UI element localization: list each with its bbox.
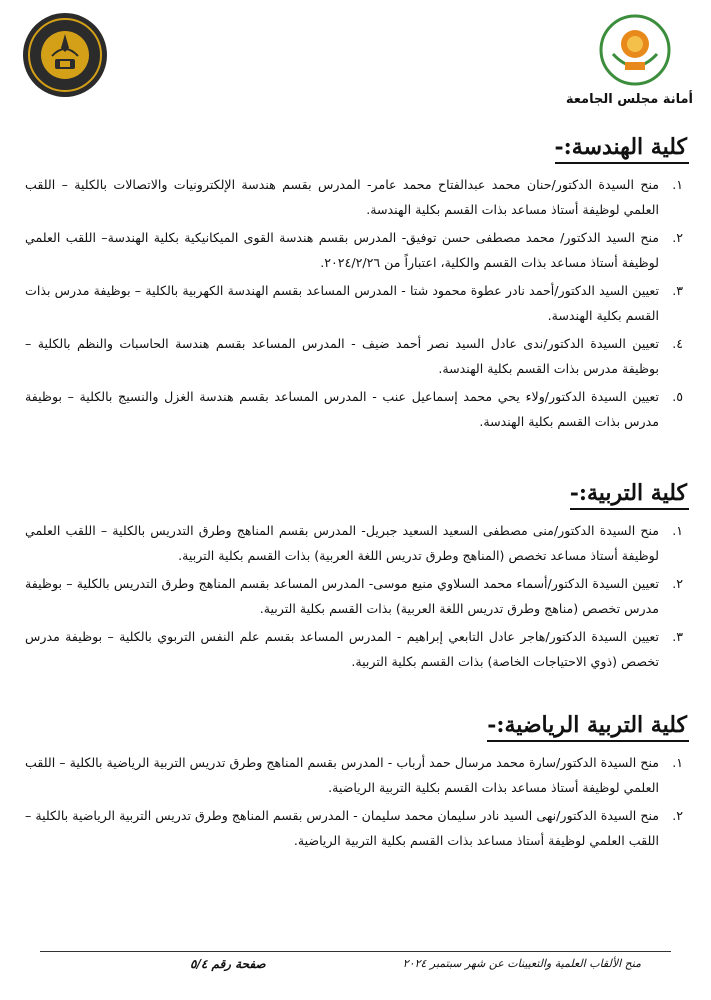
list-item xyxy=(21,803,689,853)
item-number: ٥. xyxy=(672,389,683,404)
item-text: منح السيد الدكتور/ محمد مصطفى حسن توفيق- المدرس بقسم هندسة القوى الميكانيكية بكلية الهندسة– اللقب العلمي لوظيفة أستاذ مساعد بذات القسم والكلية، اعتباراً من ٢٠٢٤/٢/٢٦. xyxy=(25,230,659,270)
list-item xyxy=(21,571,689,621)
item-number: ١. xyxy=(672,177,683,192)
footer xyxy=(40,955,671,977)
list-item xyxy=(21,225,689,275)
item-list xyxy=(21,172,689,434)
item-text: منح السيدة الدكتور/سارة محمد مرسال حمد أرباب - المدرس بقسم المناهج وطرق تدريس التربية الرياضية بالكلية – اللقب العلمي لوظيفة أستاذ مساعد بذات القسم بكلية التربية الرياضية. xyxy=(25,755,659,795)
university-emblem-icon xyxy=(599,14,671,86)
list-item xyxy=(21,750,689,800)
item-number: ١. xyxy=(672,523,683,538)
item-text: منح السيدة الدكتور/نهى السيد نادر سليمان محمد سليمان - المدرس بقسم المناهج وطرق تدريس التربية الرياضية بالكلية – اللقب العلمي لوظيفة أستاذ مساعد بذات القسم بكلية التربية الرياضية. xyxy=(25,808,659,848)
list-item xyxy=(21,384,689,434)
item-list xyxy=(21,518,689,674)
section-education xyxy=(21,478,689,677)
section-title: كلية التربية الرياضية:- xyxy=(487,710,689,742)
item-text: تعيين السيدة الدكتور/ندى عادل السيد نصر أحمد ضيف - المدرس المساعد بقسم هندسة الحاسبات والنظم بالكلية – بوظيفة مدرس بذات القسم بكلية الهندسة. xyxy=(25,336,659,376)
item-text: تعيين السيدة الدكتور/هاجر عادل التابعي إبراهيم - المدرس المساعد بقسم علم النفس التربوي بالكلية – بوظيفة مدرس تخصص (ذوي الاحتياجات الخاصة) بذات القسم بكلية التربية. xyxy=(25,629,659,669)
council-secretariat-label: أمانة مجلس الجامعة xyxy=(565,92,693,107)
item-number: ٢. xyxy=(672,576,683,591)
anniversary-seal-icon xyxy=(22,12,108,98)
list-item xyxy=(21,518,689,568)
item-text: تعيين السيدة الدكتور/أسماء محمد السلاوي منيع موسى- المدرس المساعد بقسم المناهج وطرق التدريس بالكلية – بوظيفة مدرس تخصص (مناهج وطرق تدريس اللغة العربية) بذات القسم بكلية التربية. xyxy=(25,576,659,616)
section-engineering xyxy=(21,132,689,437)
item-text: تعيين السيدة الدكتور/ولاء يحي محمد إسماعيل عنب - المدرس المساعد بقسم هندسة الغزل والنسيج بالكلية – بوظيفة مدرس بذات القسم بكلية الهندسة. xyxy=(25,389,659,429)
item-number: ٢. xyxy=(672,808,683,823)
item-text: منح السيدة الدكتور/منى مصطفى السعيد السعيد جبريل- المدرس بقسم المناهج وطرق التدريس بالكلية – اللقب العلمي لوظيفة أستاذ مساعد تخصص (المناهج وطرق تدريس اللغة العربية) بذات القسم بكلية التربية. xyxy=(25,523,659,563)
section-title: كلية التربية:- xyxy=(570,478,689,510)
footer-divider xyxy=(40,951,671,952)
item-text: تعيين السيد الدكتور/أحمد نادر عطوة محمود شتا - المدرس المساعد بقسم الهندسة الكهربية بالكلية – بوظيفة مدرس بذات القسم بكلية الهندسة. xyxy=(25,283,659,323)
item-number: ٣. xyxy=(672,283,683,298)
item-number: ١. xyxy=(672,755,683,770)
page-number: صفحة رقم ٥/٤ xyxy=(190,957,266,971)
footer-text: منح الألقاب العلمية والتعيينات عن شهر سبتمبر ٢٠٢٤ xyxy=(402,957,641,970)
item-number: ٣. xyxy=(672,629,683,644)
section-physical-education xyxy=(21,710,689,856)
list-item xyxy=(21,172,689,222)
header xyxy=(0,0,711,120)
item-number: ٢. xyxy=(672,230,683,245)
list-item xyxy=(21,278,689,328)
item-list xyxy=(21,750,689,853)
item-number: ٤. xyxy=(672,336,683,351)
list-item xyxy=(21,624,689,674)
section-title: كلية الهندسة:- xyxy=(555,132,689,164)
list-item xyxy=(21,331,689,381)
item-text: منح السيدة الدكتور/حنان محمد عبدالفتاح محمد عامر- المدرس بقسم هندسة الإلكترونيات والاتصالات بالكلية – اللقب العلمي لوظيفة أستاذ مساعد بذات القسم بكلية الهندسة. xyxy=(25,177,659,217)
